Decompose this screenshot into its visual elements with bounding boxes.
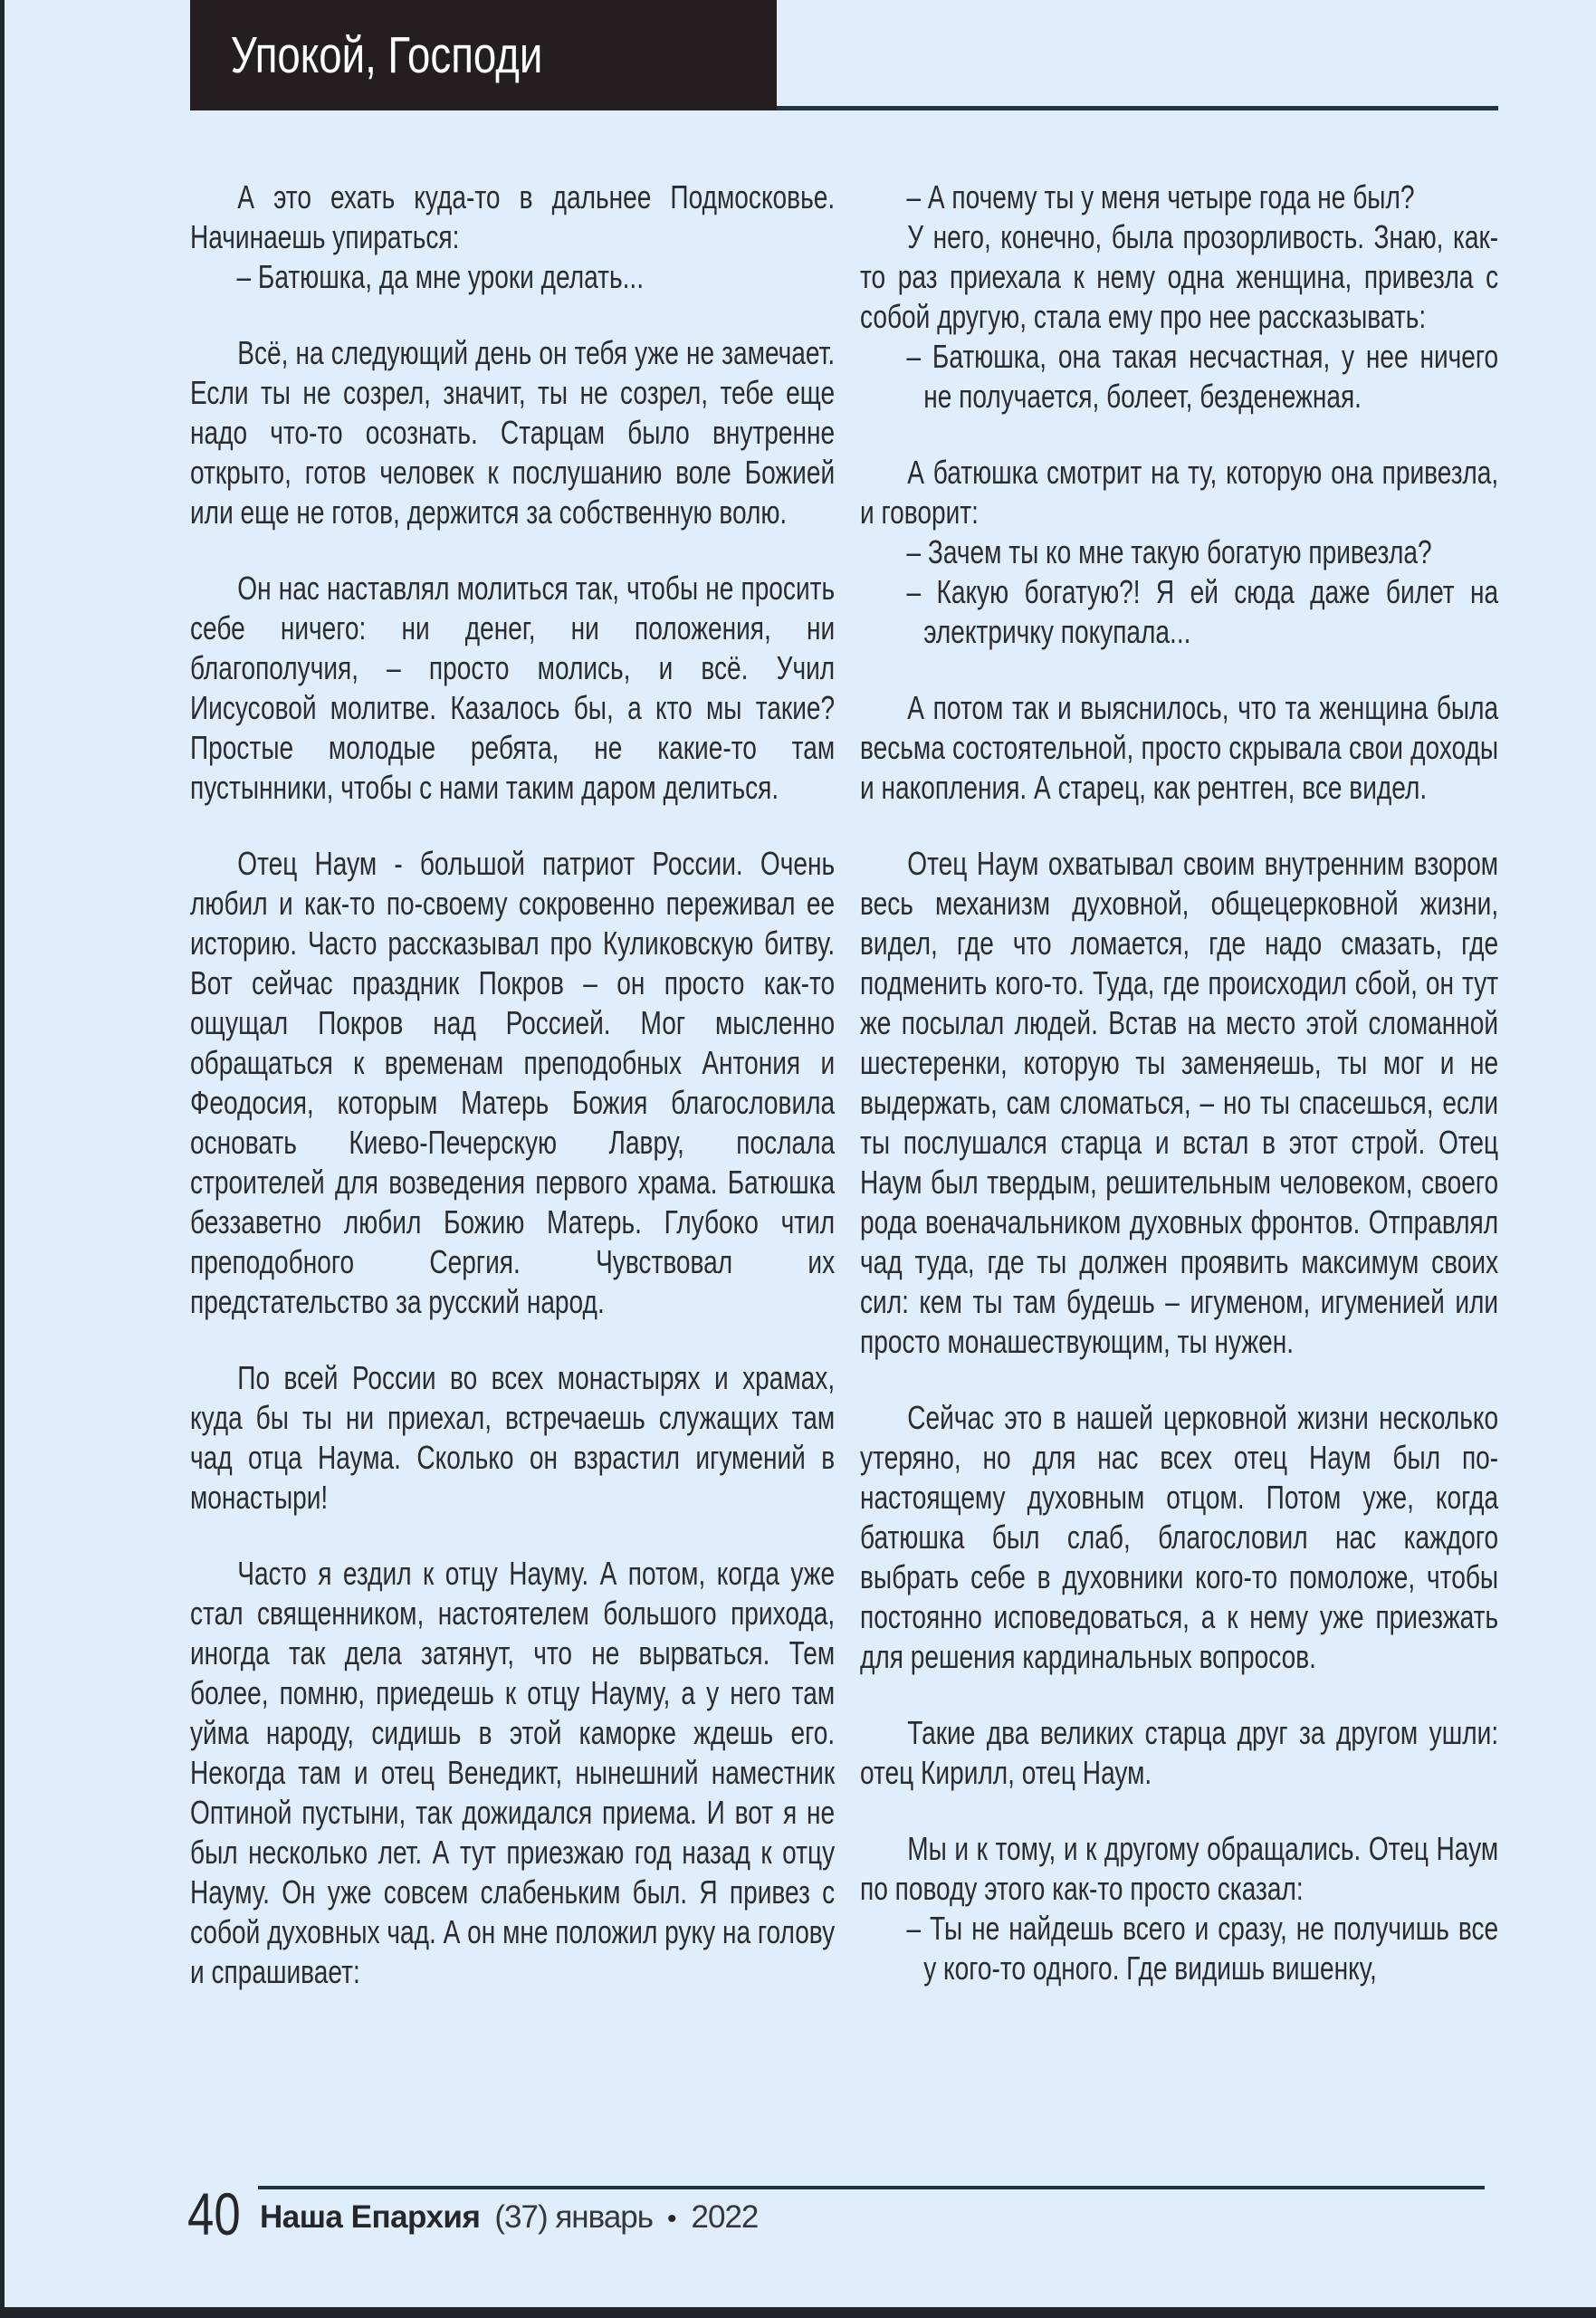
issue-info: (37) январь xyxy=(494,2199,653,2235)
footer-info xyxy=(260,2200,758,2236)
paragraph: Он нас наставлял молиться так, чтобы не просить себе ничего: ни денег, ни положения, ни благополучия, – просто молись, и всё. Учил Иисусовой молитве. Казалось бы, а кто мы такие? Простые молодые ребята, не какие-то там пустынники, чтобы с нами таким даром делиться. xyxy=(190,570,836,806)
magazine-name: Наша Епархия xyxy=(260,2199,481,2235)
section-title: Упокой, Господи xyxy=(230,26,543,84)
page-number: 40 xyxy=(187,2180,241,2247)
dialogue-paragraph: – Ты не найдешь всего и сразу, не получишь все у кого-то одного. Где видишь вишенку, xyxy=(906,1910,1499,1987)
paragraph: По всей России во всех монастырях и храмах, куда бы ты ни приехал, встречаешь служащих там чад отца Наума. Сколько он взрастил игумений в монастыри! xyxy=(190,1359,836,1516)
article-body xyxy=(190,177,1498,2028)
dialogue-paragraph: – Батюшка, да мне уроки делать... xyxy=(236,258,645,295)
text-column-left xyxy=(190,177,835,2028)
paragraph-block xyxy=(190,177,835,297)
dialogue-paragraph: – Какую богатую?! Я ей сюда даже билет на электричку покупала... xyxy=(906,573,1499,650)
dialogue-paragraph: – Батюшка, она такая несчастная, у нее ничего не получается, болеет, безденежная. xyxy=(906,338,1499,415)
footer-rule xyxy=(258,2186,1485,2189)
text-column-right-content xyxy=(860,177,1498,1988)
paragraph-block xyxy=(190,1554,835,1992)
paragraph: Мы и к тому, и к другому обращались. Отец Наум по поводу этого как-то просто сказал: xyxy=(860,1830,1499,1907)
paragraph: Часто я ездил к отцу Науму. А потом, когда уже стал священником, настоятелем большого прихода, иногда так дела затянут, что не вырваться. Тем более, помню, приедешь к отцу Науму, а у него там уйма народу, сидишь в этой каморке ждешь его. Некогда там и отец Венедикт, нынешний наместник Оптиной пустыни, так дожидался приема. И вот я не был несколько лет. А тут приезжаю год назад к отцу Науму. Он уже совсем слабеньким был. Я привез с собой духовных чад. А он мне положил руку на голову и спрашивает: xyxy=(190,1555,836,1990)
paragraph-block xyxy=(860,1829,1498,1988)
paragraph-block xyxy=(190,1358,835,1518)
paragraph-block xyxy=(860,177,1498,417)
paragraph-block xyxy=(860,688,1498,808)
paragraph: Всё, на следующий день он тебя уже не замечает. Если ты не созрел, значит, ты не созрел, тебе еще надо что-то осознать. Старцам было внутренне открыто, готов человек к послушанию воле Божией или еще не готов, держится за собственную волю. xyxy=(190,334,836,531)
paragraph: Отец Наум охватывал своим внутренним взором весь механизм духовной, общецерковной жизни, видел, где что ломается, где надо смазать, где подменить кого-то. Туда, где происходил сбой, он тут же посылал людей. Встав на место этой сломанной шестеренки, которую ты заменяешь, ты мог и не выдержать, сам сломаться, – но ты спасешься, если ты послушался старца и встал в этот строй. Отец Наум был твердым, решительным человеком, своего рода военачальником духовных фронтов. Отправлял чад туда, где ты должен проявить максимум своих сил: кем ты там будешь – игуменом, игуменией или просто монашествующим, ты нужен. xyxy=(860,845,1499,1360)
header-rule xyxy=(777,106,1498,110)
paragraph-block xyxy=(190,844,835,1322)
text-column-right xyxy=(860,177,1498,2028)
paragraph-block xyxy=(190,333,835,532)
paragraph-block xyxy=(860,1713,1498,1793)
paragraph-block xyxy=(860,1398,1498,1677)
paragraph-block xyxy=(860,453,1498,652)
paragraph: А это ехать куда-то в дальнее Подмосковье. Начинаешь упираться: xyxy=(190,178,836,255)
paragraph-block xyxy=(860,844,1498,1362)
paragraph: У него, конечно, была прозорливость. Знаю, как-то раз приехала к нему одна женщина, привезла с собой другую, стала ему про нее рассказывать: xyxy=(860,218,1499,335)
paragraph: Сейчас это в нашей церковной жизни несколько утеряно, но для нас всех отец Наум был по-настоящему духовным отцом. Потом уже, когда батюшка был слаб, благословил нас каждого выбрать себе в духовники кого-то помоложе, чтобы постоянно исповедоваться, а к нему уже приезжать для решения кардинальных вопросов. xyxy=(860,1399,1499,1675)
paragraph: Отец Наум - большой патриот России. Очень любил и как-то по-своему сокровенно переживал ее историю. Часто рассказывал про Куликовскую битву. Вот сейчас праздник Покров – он просто как-то ощущал Покров над Россией. Мог мысленно обращаться к временам преподобных Антония и Феодосия, которым Матерь Божия благословила основать Киево-Печерскую Лавру, послала строителей для возведения первого храма. Батюшка беззаветно любил Божию Матерь. Глубоко чтил преподобного Сергия. Чувствовал их предстательство за русский народ. xyxy=(190,845,836,1320)
dialogue-paragraph: – Зачем ты ко мне такую богатую привезла? xyxy=(906,533,1432,570)
section-title-banner xyxy=(190,0,777,110)
paragraph-block xyxy=(190,569,835,808)
text-column-left-content xyxy=(190,177,835,1992)
bullet-separator: • xyxy=(667,2204,677,2234)
page-edge-left xyxy=(0,0,5,2318)
dialogue-paragraph: – А почему ты у меня четыре года не был? xyxy=(906,178,1415,216)
paragraph: А батюшка смотрит на ту, которую она привезла, и говорит: xyxy=(860,454,1499,531)
paragraph: Такие два великих старца друг за другом ушли: отец Кирилл, отец Наум. xyxy=(860,1714,1499,1791)
page-edge-bottom xyxy=(0,2307,1596,2318)
issue-year: 2022 xyxy=(691,2199,759,2235)
paragraph: А потом так и выяснилось, что та женщина была весьма состоятельной, просто скрывала свои доходы и накопления. А старец, как рентген, все видел. xyxy=(860,689,1499,806)
